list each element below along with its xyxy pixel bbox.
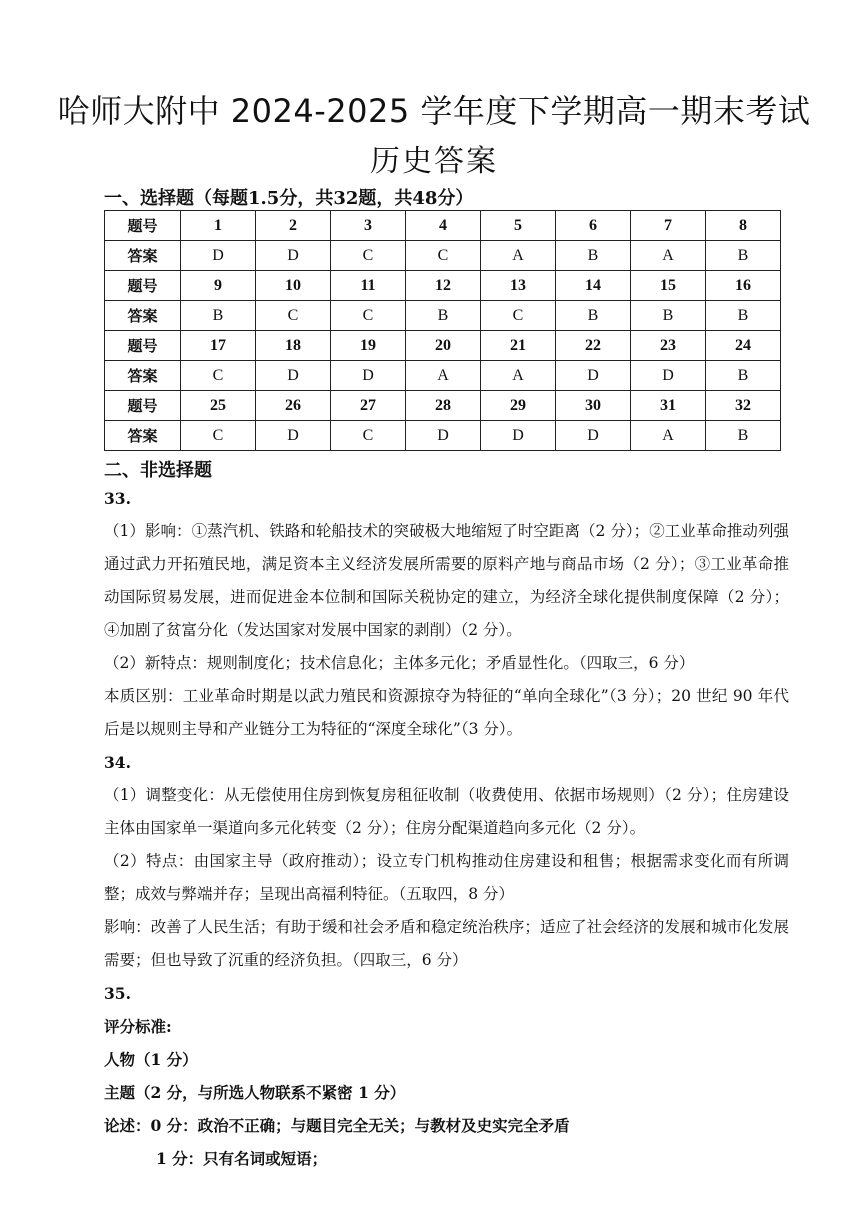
answer-cell: B (706, 361, 781, 391)
question-33-number: 33. (104, 489, 131, 508)
grading-person: 人物（1 分） (104, 1050, 198, 1069)
answer-cell: A (631, 241, 706, 271)
question-number: 24 (706, 331, 781, 361)
answer-cell: B (706, 421, 781, 451)
question-number: 1 (181, 211, 256, 241)
question-number: 22 (556, 331, 631, 361)
answer-cell: D (256, 361, 331, 391)
question-number: 9 (181, 271, 256, 301)
question-number: 25 (181, 391, 256, 421)
question-number: 18 (256, 331, 331, 361)
page-title: 哈师大附中 2024-2025 学年度下学期高一期末考试 (57, 92, 811, 130)
row-label-number: 题号 (105, 331, 181, 361)
answer-cell: C (331, 301, 406, 331)
question-number: 30 (556, 391, 631, 421)
answer-cell: D (556, 361, 631, 391)
answer-cell: D (331, 361, 406, 391)
question-number: 15 (631, 271, 706, 301)
question-number: 6 (556, 211, 631, 241)
question-number: 13 (481, 271, 556, 301)
question-number: 4 (406, 211, 481, 241)
question-number: 20 (406, 331, 481, 361)
table-row-numbers (105, 391, 781, 421)
answer-cell: C (331, 421, 406, 451)
question-number: 26 (256, 391, 331, 421)
answer-cell: D (631, 361, 706, 391)
row-label-answer: 答案 (105, 421, 181, 451)
answer-table (104, 210, 781, 451)
grading-argument: 论述：0 分：政治不正确；与题目完全无关；与教材及史实完全矛盾 (104, 1116, 570, 1135)
question-34-part1: （1）调整变化：从无偿使用住房到恢复房租征收制（收费使用、依据市场规则）（2 分）；住房建设主体由国家单一渠道向多元化转变（2 分）；住房分配渠道趋向多元化（2 分）。 (104, 786, 789, 837)
question-number: 23 (631, 331, 706, 361)
answer-cell: B (406, 301, 481, 331)
row-label-answer: 答案 (105, 361, 181, 391)
answer-cell: A (406, 361, 481, 391)
question-number: 5 (481, 211, 556, 241)
table-row-answers (105, 301, 781, 331)
question-number: 32 (706, 391, 781, 421)
answer-cell: D (406, 421, 481, 451)
grading-theme: 主题（2 分，与所选人物联系不紧密 1 分） (104, 1083, 406, 1102)
question-33-part2: （2）新特点：规则制度化；技术信息化；主体多元化；矛盾显性化。（四取三，6 分） (104, 654, 695, 672)
question-number: 17 (181, 331, 256, 361)
question-34-part2: （2）特点：由国家主导（政府推动）；设立专门机构推动住房建设和租售；根据需求变化而有所调整；成效与弊端并存；呈现出高福利特征。（五取四，8 分） (104, 852, 789, 903)
question-number: 31 (631, 391, 706, 421)
question-number: 28 (406, 391, 481, 421)
answer-cell: D (556, 421, 631, 451)
answer-cell: C (181, 421, 256, 451)
answer-cell: B (556, 241, 631, 271)
answer-cell: B (181, 301, 256, 331)
answer-cell: C (181, 361, 256, 391)
question-number: 11 (331, 271, 406, 301)
table-row-answers (105, 241, 781, 271)
row-label-answer: 答案 (105, 301, 181, 331)
question-number: 7 (631, 211, 706, 241)
answer-cell: B (556, 301, 631, 331)
answer-cell: B (631, 301, 706, 331)
answer-cell: A (481, 241, 556, 271)
answer-cell: C (481, 301, 556, 331)
row-label-number: 题号 (105, 211, 181, 241)
table-row-answers (105, 421, 781, 451)
answer-cell: A (631, 421, 706, 451)
question-number: 10 (256, 271, 331, 301)
answer-cell: B (706, 301, 781, 331)
table-row-numbers (105, 211, 781, 241)
question-number: 2 (256, 211, 331, 241)
question-33-part3: 本质区别：工业革命时期是以武力殖民和资源掠夺为特征的“单向全球化”（3 分）；20 世纪 90 年代后是以规则主导和产业链分工为特征的“深度全球化”（3 分）。 (104, 687, 789, 738)
answer-cell: D (481, 421, 556, 451)
table-row-numbers (105, 331, 781, 361)
answer-cell: D (256, 421, 331, 451)
question-number: 27 (331, 391, 406, 421)
grading-argument-1pt: 1 分：只有名词或短语； (156, 1149, 328, 1168)
question-number: 16 (706, 271, 781, 301)
row-label-number: 题号 (105, 391, 181, 421)
question-number: 14 (556, 271, 631, 301)
answer-cell: D (256, 241, 331, 271)
question-number: 21 (481, 331, 556, 361)
grading-standard-label: 评分标准: (104, 1017, 172, 1036)
page-subtitle: 历史答案 (370, 144, 498, 179)
section2-body (104, 482, 789, 1175)
row-label-answer: 答案 (105, 241, 181, 271)
question-number: 29 (481, 391, 556, 421)
answer-cell: B (706, 241, 781, 271)
question-number: 12 (406, 271, 481, 301)
question-number: 19 (331, 331, 406, 361)
question-35-number: 35. (104, 984, 131, 1003)
answer-cell: C (331, 241, 406, 271)
answer-cell: A (481, 361, 556, 391)
question-34-part3: 影响：改善了人民生活；有助于缓和社会矛盾和稳定统治秩序；适应了社会经济的发展和城市化发展需要；但也导致了沉重的经济负担。（四取三，6 分） (104, 918, 789, 969)
question-number: 3 (331, 211, 406, 241)
section1-heading: 一、选择题（每题1.5分，共32题，共48分） (104, 188, 474, 209)
answer-cell: D (181, 241, 256, 271)
answer-cell: C (256, 301, 331, 331)
section2-heading: 二、非选择题 (104, 460, 212, 481)
table-row-numbers (105, 271, 781, 301)
answer-cell: C (406, 241, 481, 271)
table-row-answers (105, 361, 781, 391)
question-33-part1: （1）影响：①蒸汽机、铁路和轮船技术的突破极大地缩短了时空距离（2 分）；②工业革命推动列强通过武力开拓殖民地，满足资本主义经济发展所需要的原料产地与商品市场（2 分）；③工业革命推动国际贸易发展，进而促进金本位制和国际关税协定的建立，为经济全球化提供制度保障（2 分）；④加剧了贫富分化（发达国家对发展中国家的剥削）（2 分）。 (104, 522, 789, 639)
question-number: 8 (706, 211, 781, 241)
row-label-number: 题号 (105, 271, 181, 301)
question-34-number: 34. (104, 753, 131, 772)
